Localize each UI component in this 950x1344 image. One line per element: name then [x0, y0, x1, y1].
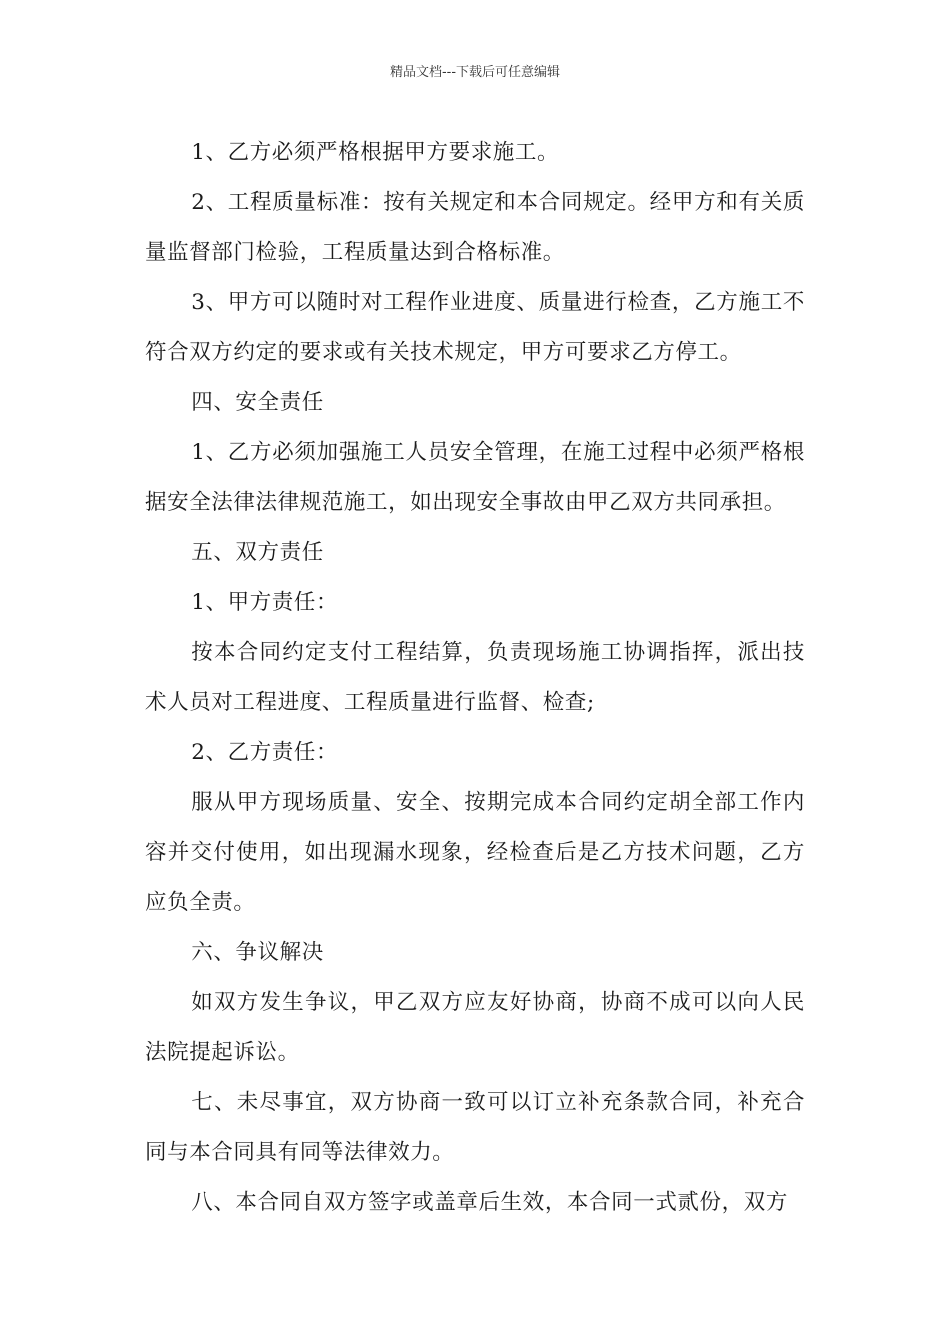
paragraph-9: 2、乙方责任： — [191, 740, 339, 765]
section-heading-dispute: 六、争议解决 — [191, 940, 324, 965]
paragraph-2: 2、工程质量标准：按有关规定和本合同规定。经甲方和有关质量监督部门检验，工程质量达到合格标准。 — [145, 190, 805, 265]
paragraph-5: 1、乙方必须加强施工人员安全管理，在施工过程中必须严格根据安全法律法律规范施工，如出现安全事故由甲乙双方共同承担。 — [145, 440, 805, 515]
paragraph-3: 3、甲方可以随时对工程作业进度、质量进行检查，乙方施工不符合双方约定的要求或有关技术规定，甲方可要求乙方停工。 — [145, 290, 805, 365]
document-body — [145, 128, 805, 1228]
paragraph-14: 八、本合同自双方签字或盖章后生效，本合同一式贰份，双方 — [191, 1190, 788, 1215]
paragraph-10: 服从甲方现场质量、安全、按期完成本合同约定胡全部工作内容并交付使用，如出现漏水现象，经检查后是乙方技术问题，乙方应负全责。 — [145, 790, 805, 915]
section-heading-safety: 四、安全责任 — [191, 390, 324, 415]
page-header: 精品文档---下载后可任意编辑 — [389, 65, 561, 80]
paragraph-8: 按本合同约定支付工程结算，负责现场施工协调指挥，派出技术人员对工程进度、工程质量进行监督、检查; — [145, 640, 805, 715]
paragraph-7: 1、甲方责任： — [191, 590, 339, 615]
paragraph-12: 如双方发生争议，甲乙双方应友好协商，协商不成可以向人民法院提起诉讼。 — [145, 990, 805, 1065]
paragraph-1: 1、乙方必须严格根据甲方要求施工。 — [191, 140, 560, 165]
paragraph-13: 七、未尽事宜，双方协商一致可以订立补充条款合同，补充合同与本合同具有同等法律效力。 — [145, 1090, 805, 1165]
section-heading-responsibilities: 五、双方责任 — [191, 540, 324, 565]
